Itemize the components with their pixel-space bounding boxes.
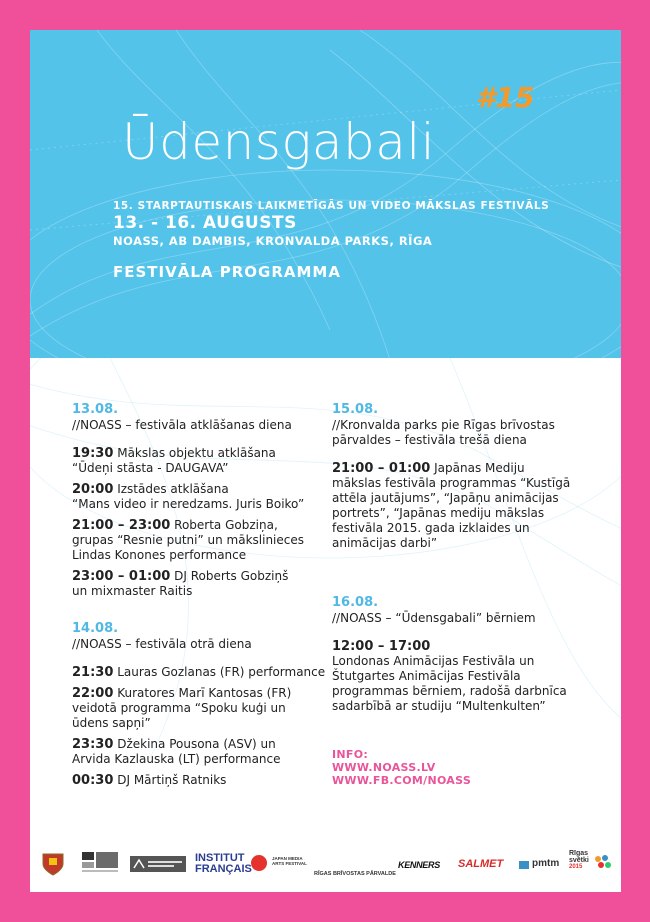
event-text: Izstādes atklāšana “Mans video ir neredzams. Juris Boiko”: [72, 482, 305, 511]
programme-left-column: [72, 402, 334, 810]
confetti-icon: [593, 854, 613, 872]
event-text: Kuratores Marī Kantosas (FR) veidotā programma “Spoku kuģi un ūdens sapņi”: [72, 686, 292, 730]
festival-subtitle: 15. STARPTAUTISKAIS LAIKMETĪGĀS UN VIDEO MĀKSLAS FESTIVĀLS: [113, 200, 550, 212]
rigas-svetki-logo: [569, 850, 613, 871]
rigas-brivostas-text: RĪGAS BRĪVOSTAS PĀRVALDE: [314, 871, 396, 877]
day-block: [332, 402, 592, 551]
event-text: Japānas Mediju mākslas festivāla programmas “Kustīgā attēla jautājums”, “Japāņu animācijas portrets”, “Japānas mediju mākslas festivāla 2015. gada izklaides un animācijas darbi”: [332, 461, 571, 550]
sponsor-logos: [30, 848, 621, 888]
event-item: [72, 686, 334, 731]
japan-media-arts-logo: [250, 854, 307, 876]
rigas-svetki-year: 2015: [569, 864, 583, 870]
event-item: [72, 446, 334, 476]
programme-heading: FESTIVĀLA PROGRAMMA: [113, 263, 341, 281]
day-block: [72, 621, 334, 788]
event-item: [72, 773, 334, 788]
event-time: 23:00 – 01:00: [72, 569, 171, 584]
festival-dates: 13. - 16. AUGUSTS: [113, 213, 297, 233]
info-label: INFO:: [332, 748, 369, 761]
event-text: Džekina Pousona (ASV) un Arvida Kazlauska (LT) performance: [72, 737, 281, 766]
event-time: 21:00 – 01:00: [332, 461, 431, 476]
day-subtitle: //NOASS – festivāla atklāšanas diena: [72, 418, 292, 432]
festival-venue: NOASS, AB DAMBIS, KRONVALDA PARKS, RĪGA: [113, 234, 433, 248]
day-subtitle: //NOASS – festivāla otrā diena: [72, 637, 252, 651]
programme-right-column: [332, 402, 592, 736]
institut-francais-logo: [195, 853, 252, 875]
event-item: [72, 482, 334, 512]
day-subtitle: //NOASS – “Ūdensgabali” bērniem: [332, 611, 536, 625]
event-time: 22:00: [72, 686, 114, 701]
event-item: [72, 518, 334, 563]
kenners-logo: KENNERS: [398, 860, 440, 870]
event-item: [72, 737, 334, 767]
pmtm-text: pmtm: [532, 858, 560, 869]
japan-media-arts-text: JAPAN MEDIA ARTS FESTIVAL: [272, 856, 307, 866]
poster: [30, 30, 621, 892]
event-text: DJ Mārtiņš Ratniks: [117, 773, 227, 787]
culture-capital-logo-icon: [82, 852, 120, 878]
info-website-link[interactable]: WWW.NOASS.LV: [332, 761, 436, 774]
rigas-brivostas-logo: [314, 860, 396, 879]
pmtm-logo: [518, 857, 560, 876]
edition-number: #15: [476, 81, 535, 114]
header-banner: [30, 30, 621, 358]
rigas-svetki-line1: Rīgas: [569, 850, 589, 857]
event-time: 12:00 – 17:00: [332, 639, 431, 654]
event-time: 23:30: [72, 737, 114, 752]
event-item: [332, 639, 592, 714]
event-time: 21:00 – 23:00: [72, 518, 171, 533]
institut-line1: INSTITUT: [195, 852, 245, 864]
day-block: [72, 402, 334, 599]
event-item: [72, 569, 334, 599]
event-text: Roberta Gobziņa, grupas “Resnie putni” un mākslinieces Lindas Konones performance: [72, 518, 305, 562]
event-item: [72, 665, 334, 680]
wave-pattern: [30, 30, 621, 358]
day-date: 13.08.: [72, 402, 119, 417]
salmet-logo: SALMET: [458, 858, 504, 870]
day-subtitle: //Kronvalda parks pie Rīgas brīvostas pārvaldes – festivāla trešā diena: [332, 418, 555, 447]
rigas-svetki-line2: svētki: [569, 857, 589, 864]
day-date: 16.08.: [332, 595, 379, 610]
event-text: Mākslas objektu atklāšana “Ūdeņi stāsta - DAUGAVA”: [72, 446, 276, 475]
event-text: DJ Roberts Gobziņš un mixmaster Raitis: [72, 569, 289, 598]
riga-city-crest-icon: [40, 852, 66, 880]
event-text: Londonas Animācijas Festivāla un Štutgartes Animācijas Festivāla programmas bērniem, radošā darbnīca sadarbībā ar studiju “Multenkulten”: [332, 654, 567, 713]
event-time: 00:30: [72, 773, 114, 788]
ministry-of-culture-logo-icon: [130, 856, 186, 876]
day-date: 15.08.: [332, 402, 379, 417]
day-date: 14.08.: [72, 621, 119, 636]
event-text: Lauras Gozlanas (FR) performance: [117, 665, 326, 679]
day-block: [332, 595, 592, 714]
festival-title: Ūdensgabali: [122, 113, 436, 171]
institut-line2: FRANÇAIS: [195, 863, 252, 875]
info-facebook-link[interactable]: WWW.FB.COM/NOASS: [332, 774, 472, 787]
info-block: [332, 748, 471, 787]
event-time: 21:30: [72, 665, 114, 680]
event-time: 20:00: [72, 482, 114, 497]
event-item: [332, 461, 592, 551]
event-time: 19:30: [72, 446, 114, 461]
